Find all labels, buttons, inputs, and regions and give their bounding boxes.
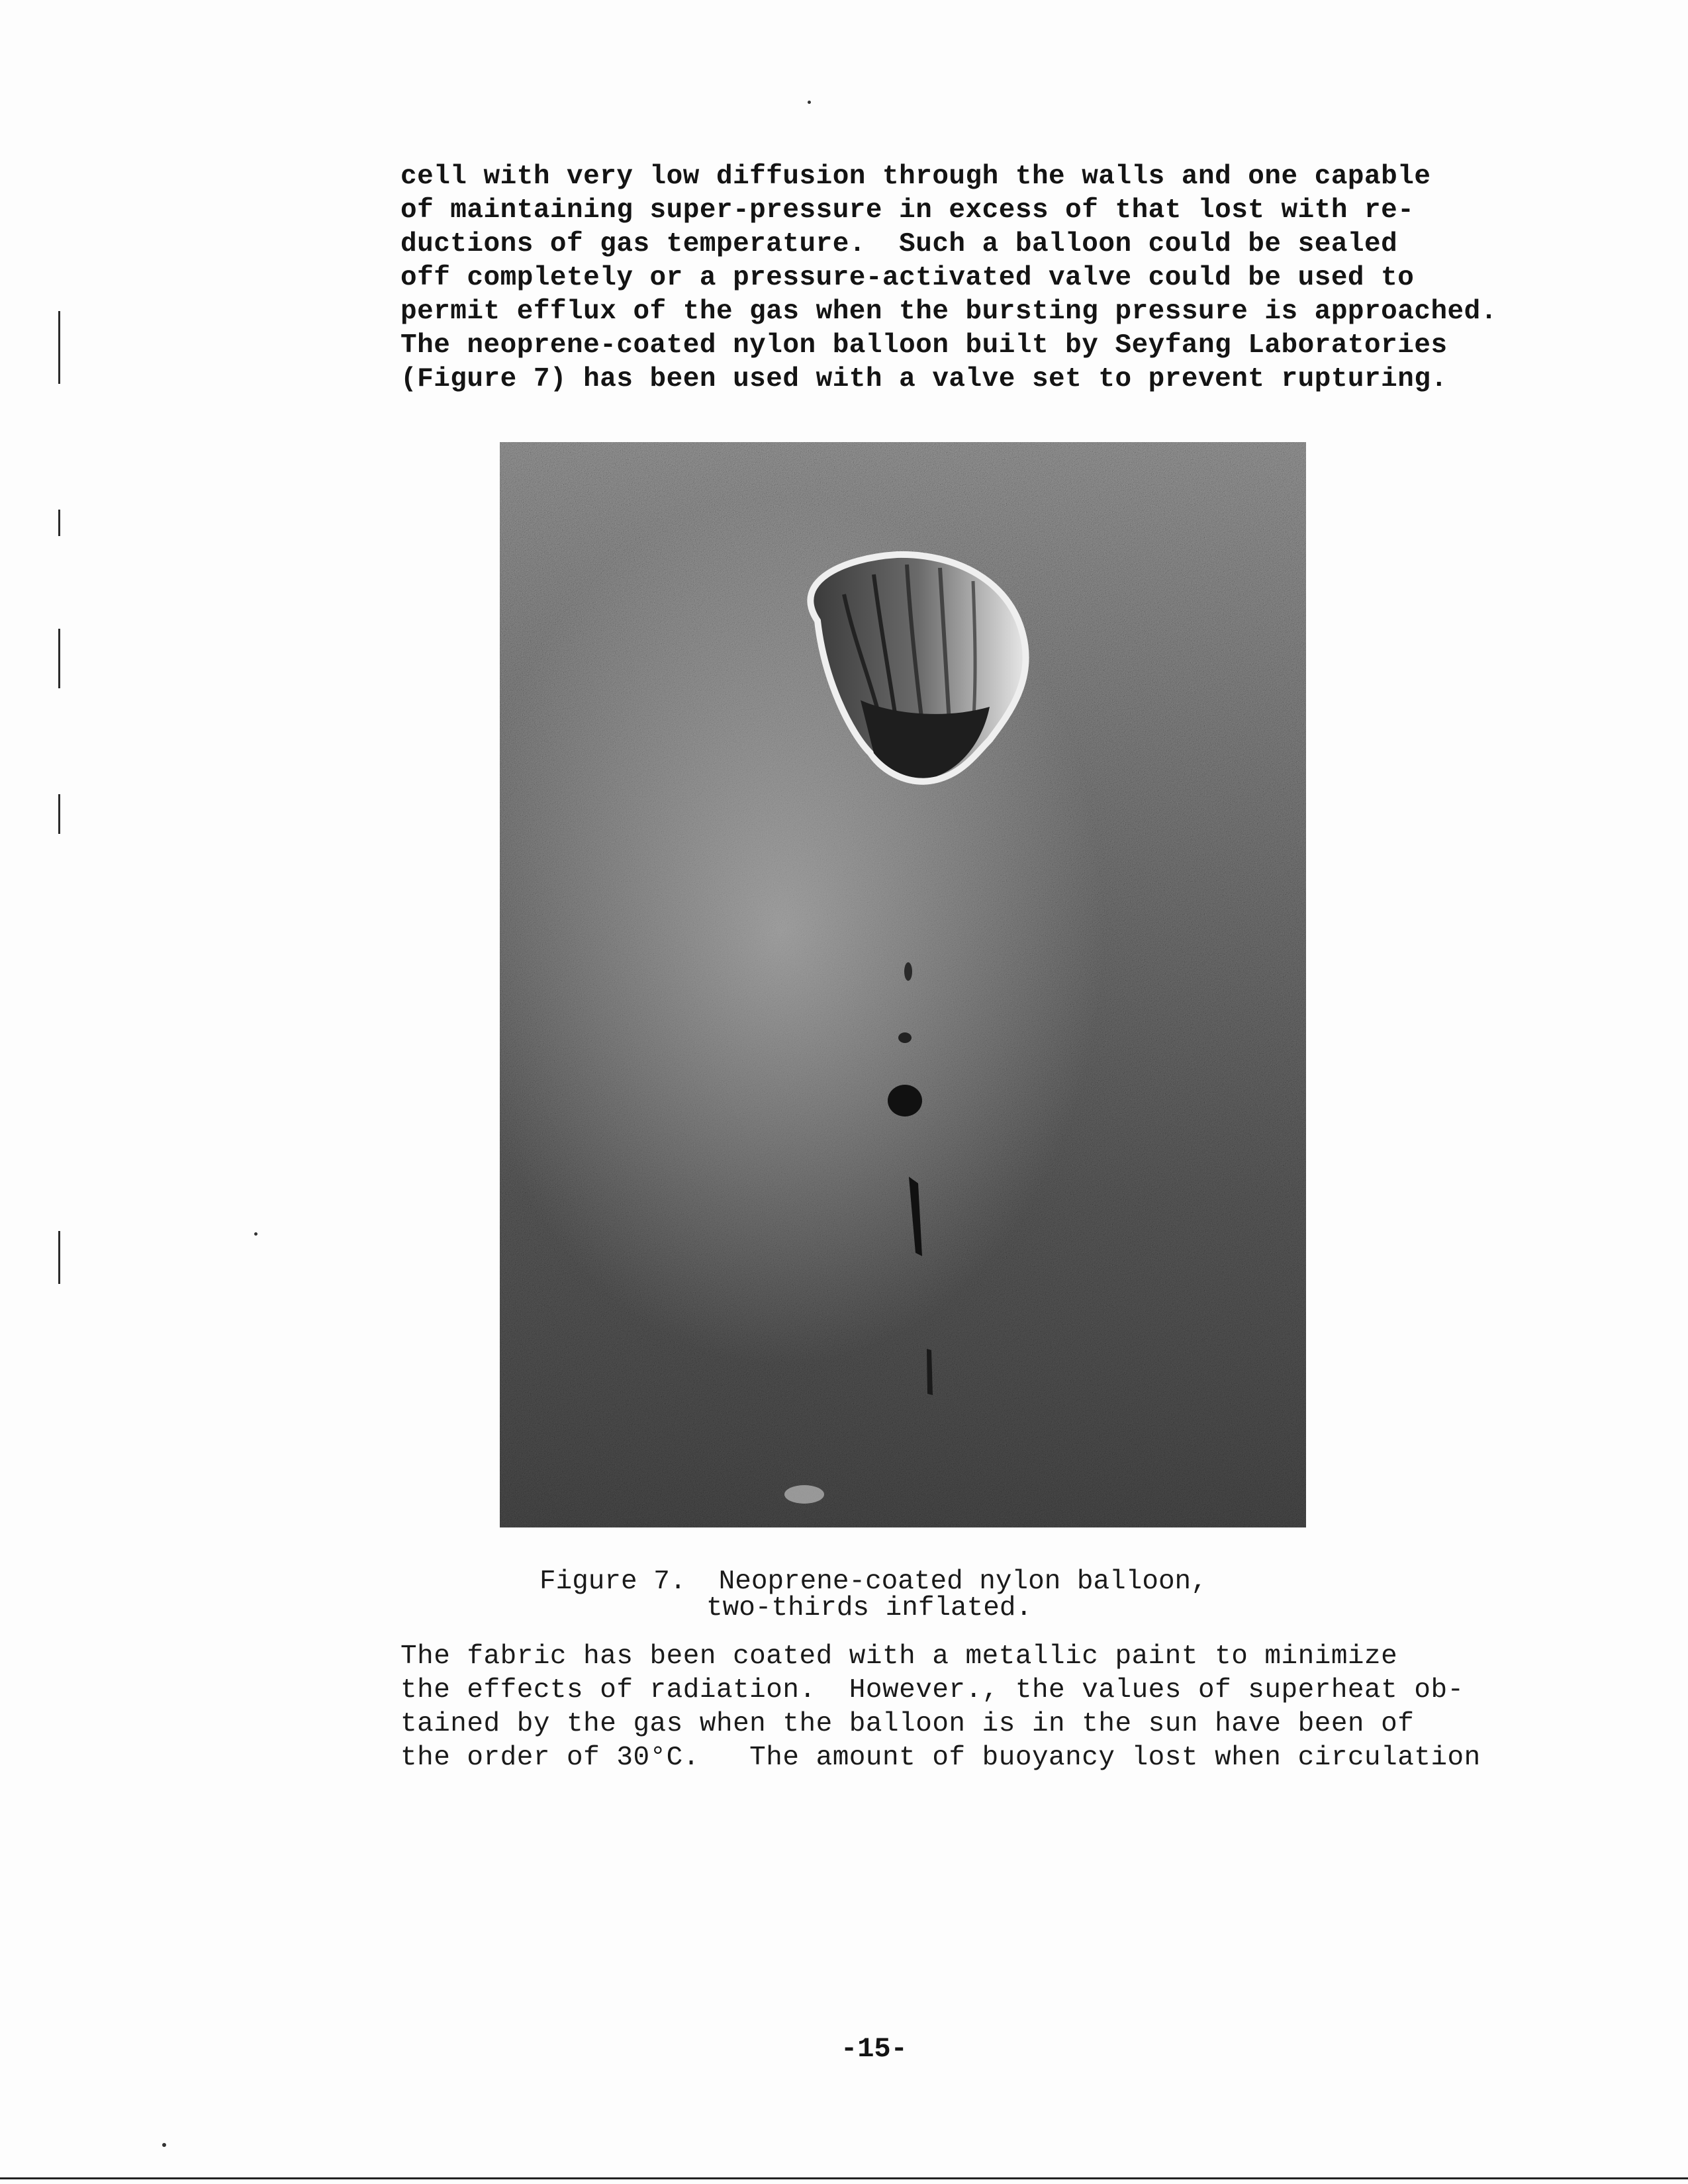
balloon-photo-image bbox=[500, 442, 1306, 1527]
paragraph-bottom bbox=[400, 1640, 1526, 1775]
text-line: the order of 30°C. The amount of buoyancy lost when circulation bbox=[400, 1743, 1481, 1773]
scan-bottom-edge bbox=[0, 2177, 1688, 2179]
text-line: the effects of radiation. However., the values of superheat ob- bbox=[400, 1675, 1464, 1706]
figure-caption bbox=[539, 1569, 1334, 1621]
scan-speck bbox=[808, 101, 811, 104]
scan-margin-mark bbox=[58, 794, 60, 834]
paragraph-top bbox=[400, 160, 1526, 396]
balloon-photograph bbox=[500, 442, 1306, 1527]
text-line: tained by the gas when the balloon is in the sun have been of bbox=[400, 1709, 1415, 1739]
text-line: The neoprene-coated nylon balloon built by Seyfang Laboratories bbox=[400, 330, 1448, 361]
scan-speck bbox=[254, 1232, 258, 1236]
scan-margin-mark bbox=[58, 311, 60, 384]
scan-margin-mark bbox=[58, 510, 60, 536]
text-line: off completely or a pressure-activated valve could be used to bbox=[400, 263, 1415, 293]
scan-speck bbox=[162, 2143, 166, 2147]
page-number: -15- bbox=[841, 2033, 908, 2065]
scan-margin-mark bbox=[58, 1231, 60, 1284]
caption-line: two-thirds inflated. bbox=[706, 1593, 1033, 1623]
scan-margin-mark bbox=[58, 629, 60, 688]
text-line: (Figure 7) has been used with a valve set to prevent rupturing. bbox=[400, 364, 1448, 394]
caption-line: Figure 7. Neoprene-coated nylon balloon, bbox=[539, 1567, 1207, 1597]
text-line: of maintaining super-pressure in excess of that lost with re- bbox=[400, 195, 1415, 226]
text-line: The fabric has been coated with a metallic paint to minimize bbox=[400, 1641, 1398, 1672]
text-line: ductions of gas temperature. Such a balloon could be sealed bbox=[400, 229, 1398, 259]
text-line: cell with very low diffusion through the walls and one capable bbox=[400, 161, 1431, 192]
text-line: permit efflux of the gas when the bursting pressure is approached. bbox=[400, 296, 1497, 327]
